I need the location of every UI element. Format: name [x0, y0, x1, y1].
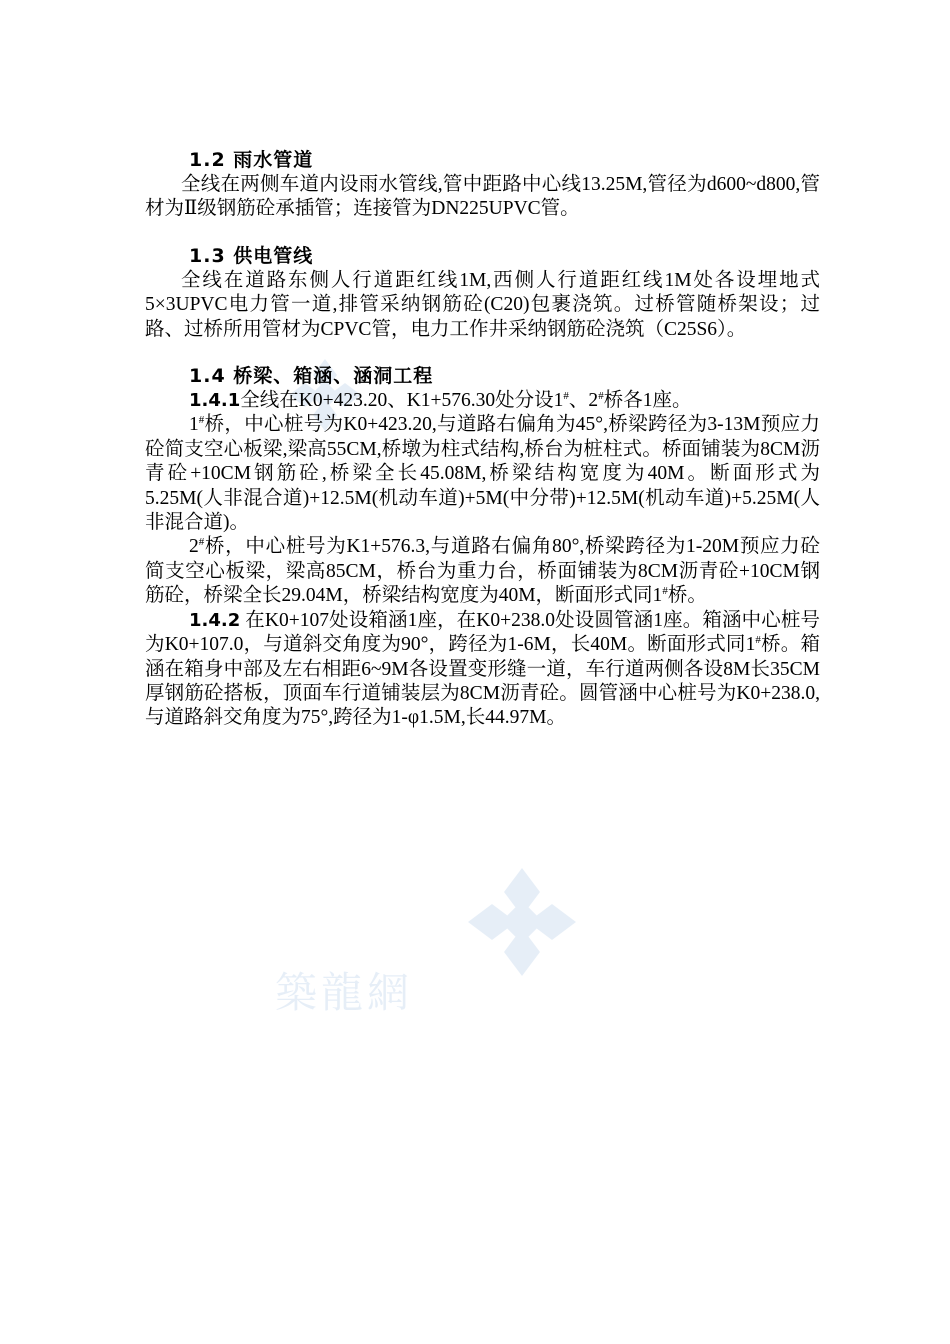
watermark-text: 築龍網	[275, 968, 414, 1017]
paragraph-power-line: 全线在道路东侧人行道距红线1M,西侧人行道距红线1M处各设埋地式5×3UPVC电力管一道,排管采纳钢筋砼(C20)包裹浇筑。过桥管随桥架设；过路、过桥所用管材为CPVC管，电力工作井采纳钢筋砼浇筑（C25S6）。	[145, 269, 820, 340]
section-heading-1-4: 1.4 桥梁、箱涵、涵洞工程	[189, 365, 434, 388]
paragraph-bridge-2: 2#桥，中心桩号为K1+576.3,与道路右偏角80°,桥梁跨径为1-20M预应力砼简支空心板梁，梁高85CM，桥台为重力台，桥面铺装为8CM沥青砼+10CM钢筋砼，桥梁全长29.04M，桥梁结构宽度为40M，断面形式同1#桥。	[145, 536, 820, 607]
paragraph-1-4-2: 1.4.2 在K0+107处设箱涵1座，在K0+238.0处设圆管涵1座。箱涵中心桩号为K0+107.0，与道斜交角度为90°，跨径为1-6M，长40M。断面形式同1#桥。箱涵在箱身中部及左右相距6~9M各设置变形缝一道，车行道两侧各设8M长35CM厚钢筋砼搭板，顶面车行道铺装层为8CM沥青砼。圆管涵中心桩号为K0+238.0,与道路斜交角度为75°,跨径为1-φ1.5M,长44.97M。	[145, 609, 820, 729]
clause-number: 1.4.2	[189, 609, 241, 631]
document-body	[145, 148, 820, 731]
paragraph-rain-pipe: 全线在两侧车道内设雨水管线,管中距路中心线13.25M,管径为d600~d800,管材为Ⅱ级钢筋砼承插管；连接管为DN225UPVC管。	[145, 174, 820, 220]
clause-number: 1.4.1	[189, 390, 241, 412]
paragraph-bridge-1: 1#桥，中心桩号为K0+423.20,与道路右偏角为45°,桥梁跨径为3-13M预应力砼简支空心板梁,梁高55CM,桥墩为柱式结构,桥台为桩柱式。桥面铺装为8CM沥青砼+10CM钢筋砼,桥梁全长45.08M,桥梁结构宽度为40M。断面形式为5.25M(人非混合道)+12.5M(机动车道)+5M(中分带)+12.5M(机动车道)+5.25M(人非混合道)。	[145, 414, 820, 534]
section-heading-1-2: 1.2 雨水管道	[189, 149, 314, 171]
watermark-logo-icon	[462, 862, 582, 982]
paragraph-1-4-1: 1.4.1全线在K0+423.20、K1+576.30处分设1#、2#桥各1座。	[189, 390, 692, 412]
section-heading-1-3: 1.3 供电管线	[189, 244, 314, 267]
